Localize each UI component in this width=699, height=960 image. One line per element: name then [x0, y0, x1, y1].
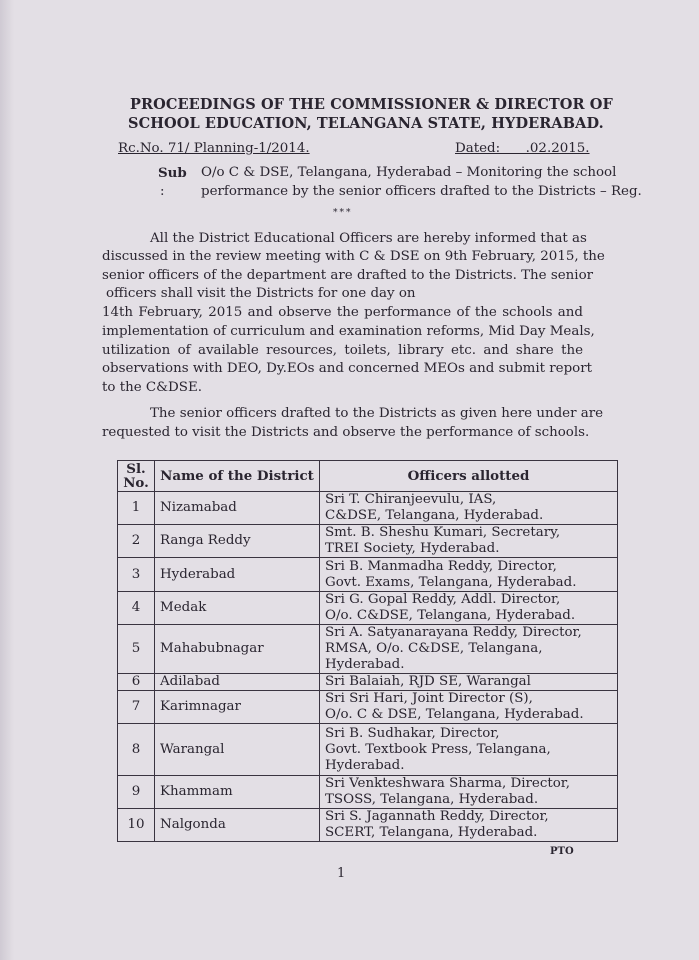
officer-line: C&DSE, Telangana, Hyderabad. — [325, 508, 544, 523]
subject-line-2: performance by the senior officers drafted to the Districts – Reg. — [201, 184, 642, 199]
table-row — [118, 492, 618, 525]
district-name: Nizamabad — [155, 492, 320, 525]
table-row — [118, 776, 618, 809]
sl-no: 1 — [118, 492, 155, 525]
paragraph-line: requested to visit the Districts and observe the performance of schools. — [102, 425, 590, 440]
paragraph-line: The senior officers drafted to the Districts as given here under are — [150, 406, 604, 421]
district-name: Mahabubnagar — [155, 625, 320, 674]
sl-no: 5 — [118, 625, 155, 674]
title-line-2: SCHOOL EDUCATION, TELANGANA STATE, HYDERABAD. — [128, 115, 604, 132]
officer-line: Sri S. Jagannath Reddy, Director, — [325, 809, 549, 824]
subject-label: Sub — [158, 165, 187, 181]
scan-edge-shadow — [0, 0, 14, 960]
paragraph-line: to the C&DSE. — [102, 380, 202, 395]
paragraph-line: officers shall visit the Districts for one day on — [106, 286, 416, 301]
table-row — [118, 724, 618, 776]
officer-line: O/o. C&DSE, Telangana, Hyderabad. — [325, 608, 576, 623]
table-row — [118, 809, 618, 842]
sl-no: 10 — [118, 809, 155, 842]
paragraph-line: senior officers of the department are drafted to the Districts. The senior — [102, 268, 594, 283]
officer-allotted — [320, 492, 618, 525]
officer-line: RMSA, O/o. C&DSE, Telangana, Hyderabad. — [325, 641, 543, 672]
officer-line: Sri Balaiah, RJD SE, Warangal — [325, 674, 531, 689]
officer-allotted — [320, 625, 618, 674]
officer-allotted — [320, 776, 618, 809]
paragraph-line: utilization of available resources, toilets, library etc. and share the — [102, 343, 583, 358]
officer-allotted — [320, 525, 618, 558]
table-row — [118, 558, 618, 592]
table-row — [118, 525, 618, 558]
title-line-1: PROCEEDINGS OF THE COMMISSIONER & DIRECTOR OF — [130, 96, 613, 113]
header-officers: Officers allotted — [320, 461, 618, 492]
table-header-row — [118, 461, 618, 492]
subject-line-1: O/o C & DSE, Telangana, Hyderabad – Monitoring the school — [201, 165, 617, 180]
paragraph-line: 14th February, 2015 and observe the performance of the schools and — [102, 305, 583, 320]
paragraph-line: implementation of curriculum and examination reforms, Mid Day Meals, — [102, 324, 595, 339]
officer-allotted — [320, 724, 618, 776]
separator-stars: *** — [333, 208, 353, 218]
officer-line: Sri A. Satyanarayana Reddy, Director, — [325, 625, 582, 640]
sl-no: 4 — [118, 592, 155, 625]
district-name: Adilabad — [155, 674, 320, 691]
officer-allotted — [320, 558, 618, 592]
officer-line: Sri G. Gopal Reddy, Addl. Director, — [325, 592, 561, 607]
paragraph-line: observations with DEO, Dy.EOs and concerned MEOs and submit report — [102, 361, 593, 376]
officer-line: Sri B. Sudhakar, Director, — [325, 725, 500, 741]
officer-line: TSOSS, Telangana, Hyderabad. — [325, 792, 539, 807]
header-district: Name of the District — [155, 461, 320, 492]
district-name: Warangal — [155, 724, 320, 776]
paragraph-line: discussed in the review meeting with C & DSE on 9th February, 2015, the — [102, 249, 605, 264]
table-row — [118, 674, 618, 691]
officer-line: O/o. C & DSE, Telangana, Hyderabad. — [325, 707, 584, 722]
sl-no: 8 — [118, 724, 155, 776]
page-number: 1 — [337, 866, 346, 881]
subject-colon: : — [160, 184, 165, 199]
sl-no: 3 — [118, 558, 155, 592]
officer-line: Govt. Exams, Telangana, Hyderabad. — [325, 574, 577, 590]
district-name: Ranga Reddy — [155, 525, 320, 558]
officer-line: Sri T. Chiranjeevulu, IAS, — [325, 492, 497, 507]
district-name: Karimnagar — [155, 691, 320, 724]
officer-line: Govt. Textbook Press, Telangana, — [325, 741, 551, 757]
officer-line: Sri Venkteshwara Sharma, Director, — [325, 776, 570, 791]
officer-line: Sri Sri Hari, Joint Director (S), — [325, 691, 533, 706]
sl-no: 7 — [118, 691, 155, 724]
district-name: Khammam — [155, 776, 320, 809]
pto-label: PTO — [550, 846, 574, 857]
table-row — [118, 625, 618, 674]
district-name: Nalgonda — [155, 809, 320, 842]
officer-allotted — [320, 691, 618, 724]
officer-allotted — [320, 674, 618, 691]
district-name: Hyderabad — [155, 558, 320, 592]
officer-line: Smt. B. Sheshu Kumari, Secretary, — [325, 525, 561, 540]
paragraph-line: All the District Educational Officers are hereby informed that as — [150, 231, 587, 246]
table-row — [118, 691, 618, 724]
header-sl-no: Sl. No. — [118, 461, 155, 492]
officer-line: SCERT, Telangana, Hyderabad. — [325, 825, 538, 840]
officer-allotted — [320, 809, 618, 842]
district-name: Medak — [155, 592, 320, 625]
reference-number: Rc.No. 71/ Planning-1/2014. — [118, 141, 310, 156]
officer-line: TREI Society, Hyderabad. — [325, 541, 500, 556]
sl-no: 9 — [118, 776, 155, 809]
sl-no: 6 — [118, 674, 155, 691]
district-officers-table — [117, 460, 618, 842]
officer-line: Hyderabad. — [325, 757, 405, 773]
officer-line: Sri B. Manmadha Reddy, Director, — [325, 558, 557, 574]
officer-allotted — [320, 592, 618, 625]
date: Dated: .02.2015. — [455, 141, 590, 156]
table-row — [118, 592, 618, 625]
sl-no: 2 — [118, 525, 155, 558]
